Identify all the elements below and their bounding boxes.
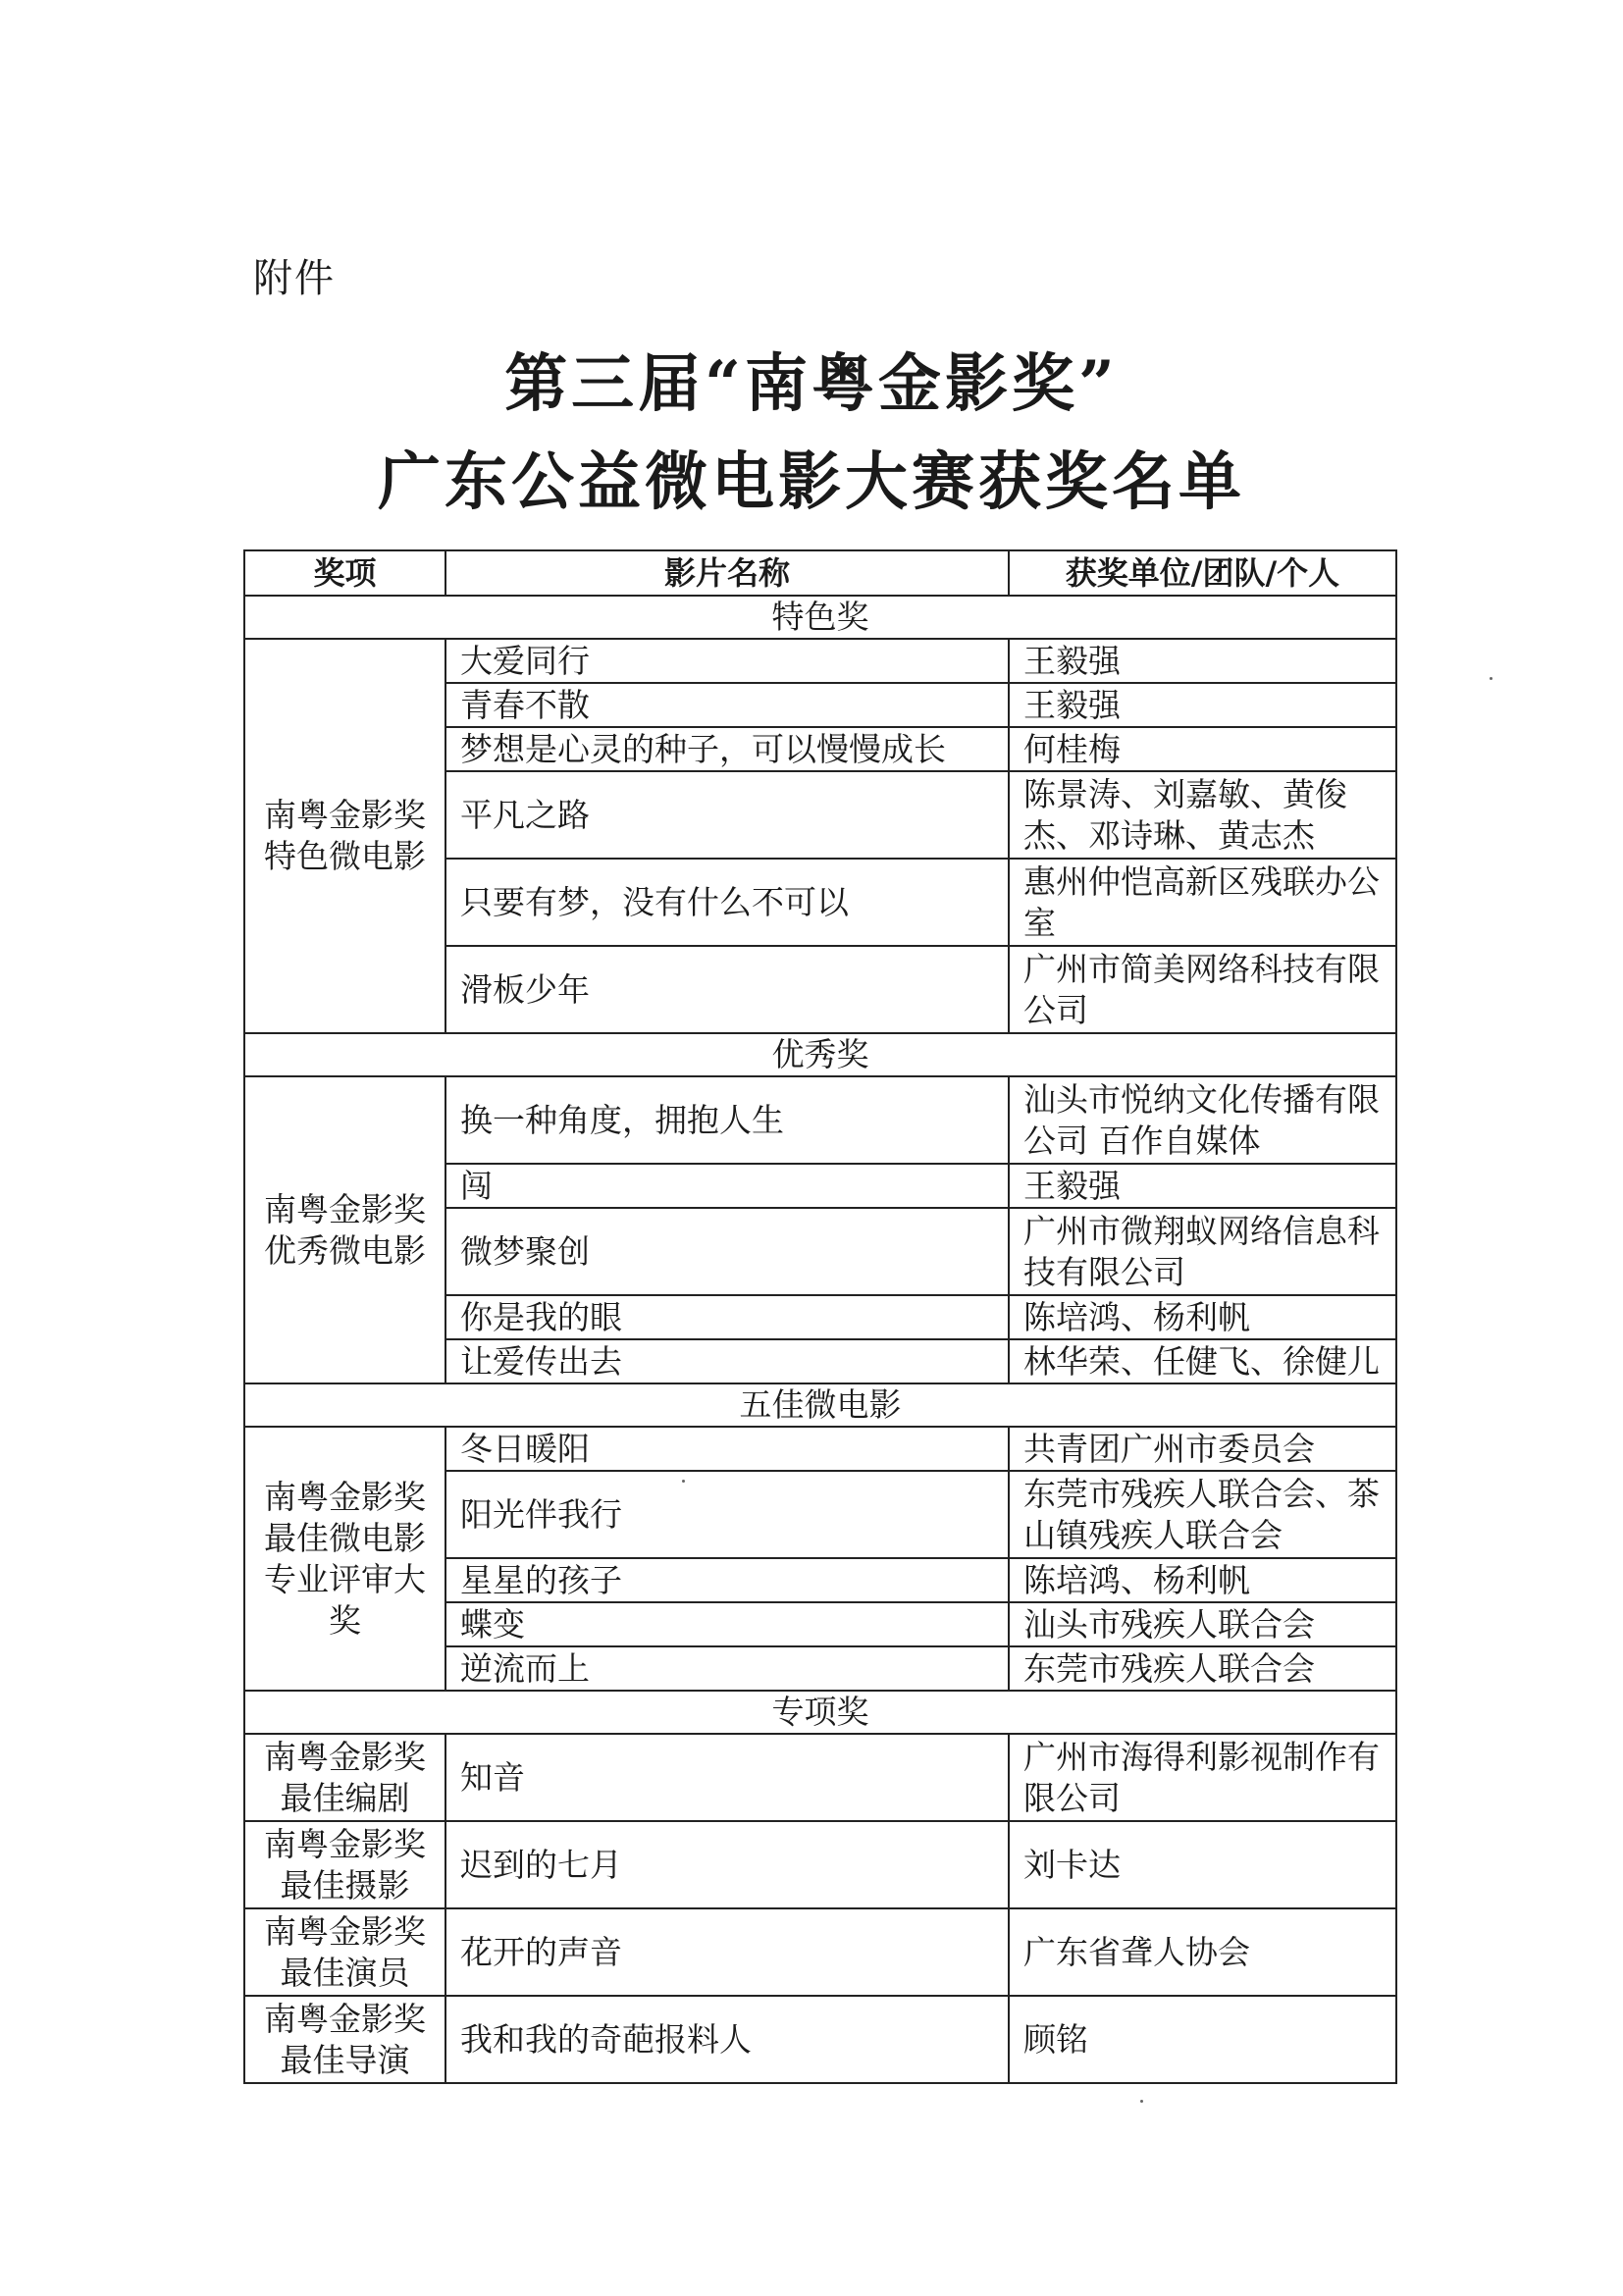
film-cell: 让爱传出去 — [445, 1339, 1009, 1383]
film-cell: 阳光伴我行 — [445, 1471, 1009, 1558]
winner-cell: 陈培鸿、杨利帆 — [1009, 1558, 1396, 1602]
film-cell: 换一种角度，拥抱人生 — [445, 1076, 1009, 1164]
film-cell: 闯 — [445, 1164, 1009, 1208]
section-row — [244, 1691, 1396, 1734]
section-title: 五佳微电影 — [244, 1383, 1396, 1427]
column-header-award: 奖项 — [244, 550, 445, 596]
film-cell: 知音 — [445, 1734, 1009, 1821]
winner-cell: 汕头市悦纳文化传播有限公司 百作自媒体 — [1009, 1076, 1396, 1164]
section-row — [244, 1033, 1396, 1076]
winner-cell: 王毅强 — [1009, 1164, 1396, 1208]
winner-cell: 刘卡达 — [1009, 1821, 1396, 1908]
film-cell: 我和我的奇葩报料人 — [445, 1996, 1009, 2083]
film-cell: 冬日暖阳 — [445, 1427, 1009, 1471]
table-row — [244, 1908, 1396, 1996]
category-cell: 南粤金影奖最佳微电影专业评审大奖 — [244, 1427, 445, 1691]
winner-cell: 何桂梅 — [1009, 727, 1396, 771]
section-row — [244, 1383, 1396, 1427]
category-cell: 南粤金影奖特色微电影 — [244, 639, 445, 1033]
film-cell: 你是我的眼 — [445, 1295, 1009, 1339]
film-cell: 蝶变 — [445, 1602, 1009, 1646]
film-cell: 星星的孩子 — [445, 1558, 1009, 1602]
annex-label: 附件 — [253, 256, 336, 301]
section-title: 优秀奖 — [244, 1033, 1396, 1076]
winner-cell: 陈景涛、刘嘉敏、黄俊杰、邓诗琳、黄志杰 — [1009, 771, 1396, 859]
film-cell: 大爱同行 — [445, 639, 1009, 683]
awards-table — [243, 549, 1397, 2084]
winner-cell: 惠州仲恺高新区残联办公室 — [1009, 859, 1396, 946]
scan-speck — [1490, 677, 1492, 680]
winner-cell: 共青团广州市委员会 — [1009, 1427, 1396, 1471]
winner-cell: 广东省聋人协会 — [1009, 1908, 1396, 1996]
winner-cell: 广州市微翔蚁网络信息科技有限公司 — [1009, 1208, 1396, 1295]
section-title: 特色奖 — [244, 596, 1396, 639]
scan-speck — [1140, 2100, 1143, 2103]
table-row — [244, 1996, 1396, 2083]
table-row — [244, 1821, 1396, 1908]
film-cell: 青春不散 — [445, 683, 1009, 727]
film-cell: 梦想是心灵的种子，可以慢慢成长 — [445, 727, 1009, 771]
table-row — [244, 1734, 1396, 1821]
film-cell: 滑板少年 — [445, 946, 1009, 1033]
category-cell: 南粤金影奖最佳演员 — [244, 1908, 445, 1996]
film-cell: 只要有梦，没有什么不可以 — [445, 859, 1009, 946]
winner-cell: 林华荣、任健飞、徐健儿 — [1009, 1339, 1396, 1383]
winner-cell: 王毅强 — [1009, 639, 1396, 683]
table-header-row — [244, 550, 1396, 596]
category-cell: 南粤金影奖最佳导演 — [244, 1996, 445, 2083]
category-cell: 南粤金影奖优秀微电影 — [244, 1076, 445, 1383]
document-title-line2: 广东公益微电影大赛获奖名单 — [378, 445, 1245, 519]
film-cell: 微梦聚创 — [445, 1208, 1009, 1295]
category-cell: 南粤金影奖最佳摄影 — [244, 1821, 445, 1908]
section-row — [244, 596, 1396, 639]
winner-cell: 东莞市残疾人联合会、茶山镇残疾人联合会 — [1009, 1471, 1396, 1558]
document-title-line1: 第三届“南粤金影奖” — [504, 347, 1119, 421]
winner-cell: 王毅强 — [1009, 683, 1396, 727]
film-cell: 花开的声音 — [445, 1908, 1009, 1996]
winner-cell: 汕头市残疾人联合会 — [1009, 1602, 1396, 1646]
winner-cell: 顾铭 — [1009, 1996, 1396, 2083]
scan-speck — [682, 1480, 685, 1483]
winner-cell: 东莞市残疾人联合会 — [1009, 1646, 1396, 1691]
table-row — [244, 639, 1396, 683]
winner-cell: 广州市简美网络科技有限公司 — [1009, 946, 1396, 1033]
film-cell: 平凡之路 — [445, 771, 1009, 859]
table-row — [244, 1427, 1396, 1471]
section-title: 专项奖 — [244, 1691, 1396, 1734]
column-header-film: 影片名称 — [445, 550, 1009, 596]
film-cell: 迟到的七月 — [445, 1821, 1009, 1908]
film-cell: 逆流而上 — [445, 1646, 1009, 1691]
winner-cell: 陈培鸿、杨利帆 — [1009, 1295, 1396, 1339]
table-row — [244, 1076, 1396, 1164]
column-header-winner: 获奖单位/团队/个人 — [1009, 550, 1396, 596]
category-cell: 南粤金影奖最佳编剧 — [244, 1734, 445, 1821]
winner-cell: 广州市海得利影视制作有限公司 — [1009, 1734, 1396, 1821]
